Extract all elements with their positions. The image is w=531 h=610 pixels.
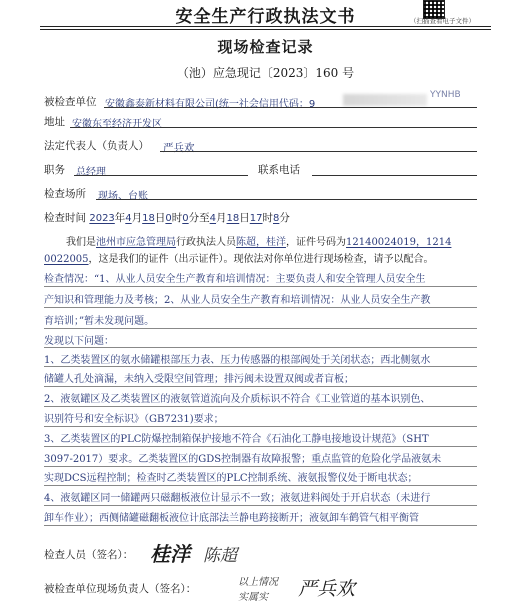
unit-note-line-1: 以上情况 [238,577,278,588]
legal-rep-underline [160,151,477,152]
intro-agency: 池州市应急管理局 [96,237,176,248]
time-word-day-2: 日 [239,212,250,224]
unit-sign-label: 被检查单位现场负责人（签名）： [44,583,197,595]
intro-1e: ，证件号码为 [286,237,346,248]
position-label: 职务 [44,164,65,176]
time-minute-end: 8 [273,213,280,224]
position-underline [74,175,248,176]
site-value: 现场、台账 [98,191,148,202]
inspector-signature-1: 桂洋 [150,542,190,566]
time-year: 2023 [89,213,115,224]
rule [44,426,477,427]
issue-1-line-1: 1、乙类装置区的氨水储罐根部压力表、压力传感器的根部阀处于关闭状态；西北侧氨水 [44,355,431,366]
site-label: 检查场所 [44,188,86,200]
rule [44,366,477,367]
time-day-start: 18 [142,213,155,224]
site-underline [96,199,477,200]
rule [44,525,477,526]
intro-1c: 行政执法人员 [176,237,236,248]
issue-3-line-3: 实现DCS远程控制；检查时乙类装置区的PLC控制系统、液氨报警仪处于断电状态； [44,473,418,484]
title-double-rule-bottom [40,29,491,30]
time-word-hour: 时 [171,212,183,224]
unit-note-line-2: 实属实 [238,592,268,603]
issue-4-line-1: 4、液氨罐区同一储罐两只磁翻板液位计显示不一致；液氨进料阀处于开启状态（未进行 [44,493,431,504]
time-word-day: 日 [154,212,166,224]
record-title: 现场检查记录 [217,38,314,56]
time-word-year: 年 [114,212,126,224]
rule [44,485,477,486]
time-day-end: 18 [226,213,240,224]
rule [44,386,477,387]
unit-signature: 严兵欢 [298,578,356,600]
issue-2-line-2: 识别符号和安全标识》（GB7231)要求； [44,414,224,425]
issues-heading: 发现以下问题： [44,336,114,347]
rule [44,286,477,287]
document-type-title: 安全生产行政执法文书 [175,7,356,27]
document-number: （池）应急现记〔2023〕160 号 [176,66,355,80]
rule [44,347,477,348]
issue-4-line-2: 卸车作业）；西侧储罐磁翻板液位计底部法兰静电跨接断开；液氨卸车鹤管气相平衡管 [44,513,419,524]
issue-3-line-2: 3097-2017）要求。乙类装置区的GDS控制器有故障报警；重点监管的危险化学品液氨未 [44,454,442,465]
time-word-month: 月 [131,212,143,224]
situation-line-2: 产知识和管理能力及考核；2、从业人员安全生产教育和培训情况：从业人员安全生产教 [44,295,431,306]
phone-label: 联系电话 [258,164,300,176]
inspection-time [44,210,290,225]
address-label: 地址 [44,116,65,128]
intro-1a: 我们是 [66,237,96,248]
time-word-minute-to: 分至 [188,212,210,224]
rule [44,446,477,447]
inspected-unit-value: 安徽鑫泰新材料有限公司(统一社会信用代码：9 [105,99,316,110]
intro-2b: ，这是我们的证件（出示证件）。现依法对你单位进行现场检查，请予以配合。 [88,254,434,265]
issue-1-line-2: 储罐人孔处滴漏，未纳入受限空间管理；排污阀未设置双阀或者盲板； [44,374,354,385]
time-minute-start: 0 [182,213,189,224]
rule [44,307,477,308]
rule [44,328,477,329]
qr-caption: （扫描查看电子文件） [410,17,475,25]
rule [44,505,477,506]
inspected-unit-tail: YYNHB [430,90,461,100]
issue-2-line-1: 2、液氨罐区及乙类装置区的液氨管道流向及介质标识不符合《工业管道的基本识别色、 [44,394,431,405]
time-word-hour-2: 时 [262,212,273,224]
redacted-credit-code [343,94,427,106]
time-word-minute-end: 分 [279,212,290,224]
inspector-sign-label: 检查人员（签名）： [44,549,134,561]
address-underline [70,127,477,128]
time-month-end: 4 [209,213,217,224]
rule [44,466,477,467]
legal-rep-value: 严兵欢 [163,142,195,154]
time-hour-end: 17 [249,213,263,224]
time-word-month-2: 月 [216,212,227,224]
time-hour-start: 0 [165,213,172,224]
intro-cert-tail: 0022005 [44,254,89,265]
inspector-signature-2: 陈超 [203,546,237,566]
issue-3-line-1: 3、乙类装置区的PLC防爆控制箱保护接地不符合《石油化工静电接地设计规范》（SHT [44,434,429,445]
position-value: 总经理 [76,167,106,178]
inspected-unit-label: 被检查单位 [44,96,97,108]
time-label: 检查时间 [44,212,86,224]
intro-cert-numbers: 12140024019，1214 [346,237,452,248]
intro-line-2 [44,250,434,265]
phone-underline [312,175,477,176]
time-month-start: 4 [125,213,132,224]
inspected-unit-underline [104,107,477,108]
title-double-rule-top [40,26,491,27]
intro-officers: 陈超，桂洋 [236,237,286,248]
intro-line-1 [66,233,451,248]
address-value: 安徽东至经济开发区 [72,119,162,130]
situation-line-3: 育培训；”暂未发现问题。 [44,316,155,327]
legal-rep-label: 法定代表人（负责人） [44,140,149,152]
rule [44,406,477,407]
situation-line-1: 检查情况：“1、从业人员安全生产教育和培训情况：主要负责人和安全管理人员安全生 [44,274,426,285]
